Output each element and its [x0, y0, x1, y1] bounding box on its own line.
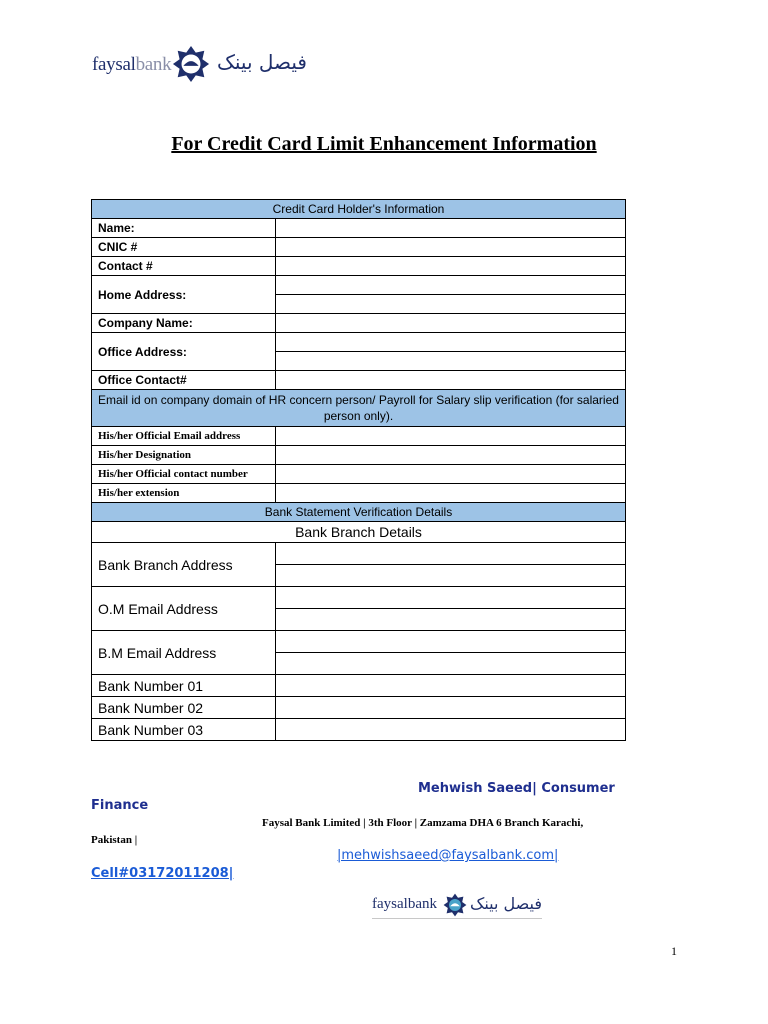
name-label: Name:: [92, 219, 276, 238]
office-contact-label: Office Contact#: [92, 371, 276, 390]
logo-footer-text-arabic: فیصل بینک: [470, 894, 542, 913]
om-email-field[interactable]: [276, 587, 626, 631]
bank-number-03-label: Bank Number 03: [92, 719, 276, 741]
table-row: [92, 543, 626, 587]
cnic-field[interactable]: [276, 238, 626, 257]
bank-emblem-icon: [443, 892, 467, 918]
logo-footer-text-english: [372, 896, 437, 913]
contact-field[interactable]: [276, 257, 626, 276]
table-row: [92, 484, 626, 503]
hr-designation-label: His/her Designation: [92, 446, 276, 465]
table-row: [92, 675, 626, 697]
name-field[interactable]: [276, 219, 626, 238]
hr-email-field[interactable]: [276, 427, 626, 446]
bank-branch-address-field[interactable]: [276, 543, 626, 587]
table-row: [92, 719, 626, 741]
office-address-field[interactable]: [276, 333, 626, 371]
faysalbank-logo: [92, 44, 312, 88]
faysalbank-logo-footer: [372, 890, 552, 922]
company-name-field[interactable]: [276, 314, 626, 333]
hr-extension-field[interactable]: [276, 484, 626, 503]
office-contact-field[interactable]: [276, 371, 626, 390]
company-name-label: Company Name:: [92, 314, 276, 333]
table-row: [92, 276, 626, 314]
table-row: [92, 587, 626, 631]
home-address-label: Home Address:: [92, 276, 276, 314]
bank-emblem-icon: [172, 44, 210, 84]
logo-footer-underline: [372, 918, 542, 919]
table-row: [92, 219, 626, 238]
bank-number-02-label: Bank Number 02: [92, 697, 276, 719]
section-header-bank-statement: Bank Statement Verification Details: [92, 503, 626, 522]
table-row: [92, 314, 626, 333]
om-email-label: O.M Email Address: [92, 587, 276, 631]
signature-address: Faysal Bank Limited | 3th Floor | Zamzama DHA 6 Branch Karachi,: [262, 817, 584, 829]
credit-card-form-table: [91, 199, 626, 741]
signature-cell-link[interactable]: Cell#03172011208|: [91, 866, 234, 881]
table-row: [92, 503, 626, 522]
cnic-label: CNIC #: [92, 238, 276, 257]
logo-text-english: [92, 54, 171, 76]
hr-contact-label: His/her Official contact number: [92, 465, 276, 484]
hr-email-label: His/her Official Email address: [92, 427, 276, 446]
table-row: [92, 446, 626, 465]
home-address-field[interactable]: [276, 276, 626, 314]
bank-number-01-label: Bank Number 01: [92, 675, 276, 697]
table-row: [92, 465, 626, 484]
page-title: For Credit Card Limit Enhancement Information: [171, 133, 597, 155]
signature-department: Finance: [91, 798, 149, 813]
section-header-holder-info: Credit Card Holder's Information: [92, 200, 626, 219]
bank-number-01-field[interactable]: [276, 675, 626, 697]
bank-number-02-field[interactable]: [276, 697, 626, 719]
signature-country: Pakistan |: [91, 834, 138, 846]
table-row: [92, 333, 626, 371]
table-row: [92, 427, 626, 446]
table-row: [92, 631, 626, 675]
logo-text-arabic: فیصل بینک: [217, 50, 307, 74]
hr-contact-field[interactable]: [276, 465, 626, 484]
table-row: [92, 390, 626, 427]
logo-footer-text-bank: bank: [407, 896, 437, 912]
table-row: [92, 697, 626, 719]
contact-label: Contact #: [92, 257, 276, 276]
bank-branch-address-label: Bank Branch Address: [92, 543, 276, 587]
signature-email-link[interactable]: |mehwishsaeed@faysalbank.com|: [337, 848, 559, 863]
table-row: [92, 257, 626, 276]
table-row: [92, 371, 626, 390]
office-address-label: Office Address:: [92, 333, 276, 371]
table-row: [92, 200, 626, 219]
page-number: 1: [671, 944, 677, 958]
table-row: [92, 522, 626, 543]
logo-text-bank: bank: [135, 54, 172, 75]
signature-name: Mehwish Saeed| Consumer: [418, 781, 615, 796]
logo-footer-text-faysal: faysal: [372, 896, 408, 912]
hr-designation-field[interactable]: [276, 446, 626, 465]
bank-number-03-field[interactable]: [276, 719, 626, 741]
bm-email-field[interactable]: [276, 631, 626, 675]
bm-email-label: B.M Email Address: [92, 631, 276, 675]
logo-text-faysal: faysal: [92, 54, 136, 75]
section-header-hr-email: Email id on company domain of HR concern person/ Payroll for Salary slip verification (for salaried person only).: [92, 390, 626, 427]
hr-extension-label: His/her extension: [92, 484, 276, 503]
bank-branch-details-heading: Bank Branch Details: [92, 522, 626, 543]
table-row: [92, 238, 626, 257]
